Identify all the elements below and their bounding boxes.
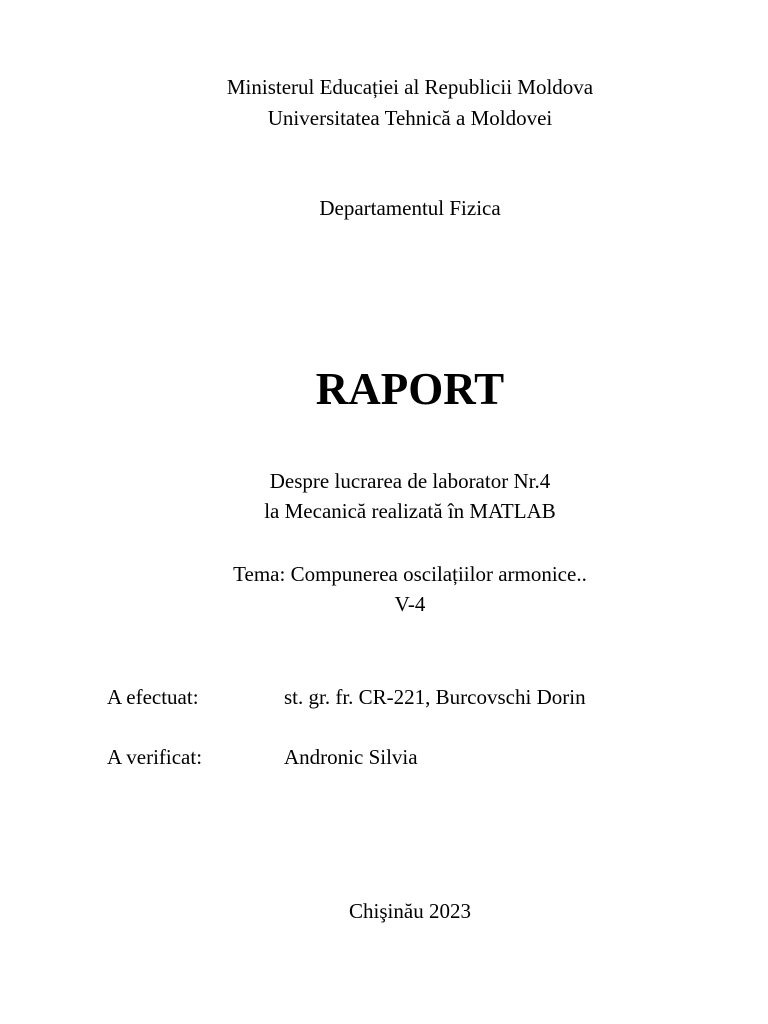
ministry-name: Ministerul Educației al Republicii Moldova: [226, 75, 594, 99]
place-and-year: Chişinău 2023: [349, 899, 471, 923]
performed-by-label: A efectuat:: [107, 685, 199, 709]
report-variant: V-4: [394, 592, 426, 616]
report-subtitle-line1: Despre lucrarea de laborator Nr.4: [269, 469, 551, 493]
report-topic: Tema: Compunerea oscilațiilor armonice..: [233, 562, 587, 586]
department-name: Departamentul Fizica: [319, 196, 501, 220]
checked-by-label: A verificat:: [107, 745, 203, 769]
checked-by-value: Andronic Silvia: [284, 745, 418, 769]
report-title: RAPORT: [315, 364, 505, 414]
report-subtitle-line2: la Mecanică realizată în MATLAB: [264, 499, 556, 523]
performed-by-value: st. gr. fr. CR-221, Burcovschi Dorin: [284, 685, 586, 709]
university-name: Universitatea Tehnică a Moldovei: [267, 106, 553, 130]
